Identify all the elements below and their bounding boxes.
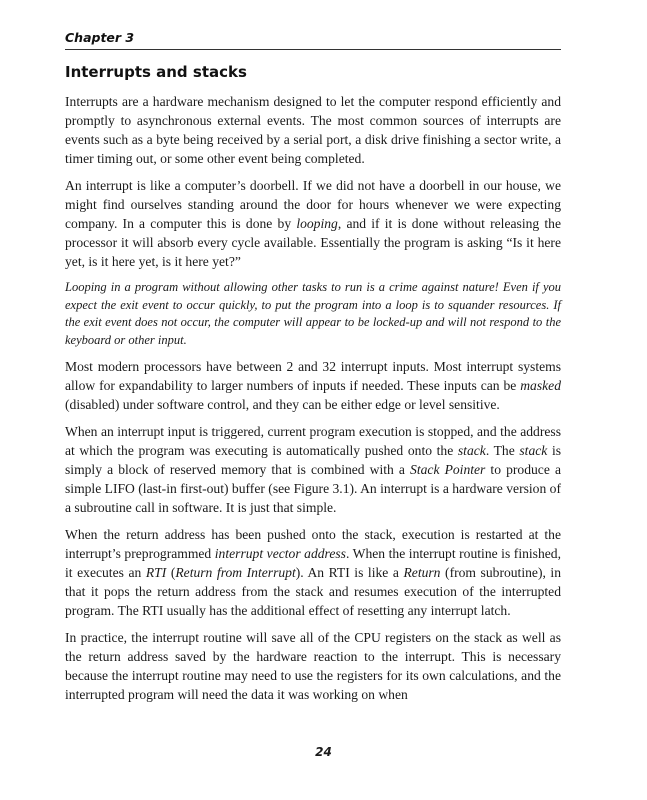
emphasis-text: Return [403, 565, 441, 580]
text-run: When an interrupt input is triggered, current program execution is stopped, and the address at which the program was executing is automatically pushed onto the [65, 424, 561, 458]
emphasis-text: Stack Pointer [410, 462, 486, 477]
text-run: In practice, the interrupt routine will save all of the CPU registers on the stack as well as the return address saved by the hardware reaction to the interrupt. This is necessary because the interrupt routine may need to use the registers for its own calculations, and the interrupted program will need the data it was working on when [65, 630, 561, 702]
paragraph [65, 92, 561, 168]
chapter-header: Chapter 3 [65, 30, 135, 45]
emphasis-text: stack [519, 443, 548, 458]
text-run: , and if it is done without releasing the processor it will absorb every cycle available. Essentially the program is asking “Is it here yet, is it here yet, is it here yet?” [65, 216, 561, 269]
paragraph [65, 422, 561, 517]
emphasis-text: Return from Interrupt [175, 565, 296, 580]
text-run: (disabled) under software control, and they can be either edge or level sensitive. [65, 397, 500, 412]
section-heading: Interrupts and stacks [65, 63, 247, 81]
page-number: 24 [315, 745, 332, 759]
emphasis-text: masked [520, 378, 561, 393]
text-run: is simply a block of reserved memory that is combined with a [65, 443, 562, 477]
paragraph [65, 525, 561, 620]
header-rule [65, 49, 561, 50]
body-text [65, 92, 561, 712]
emphasis-text: stack [457, 443, 486, 458]
text-run: ( [166, 565, 176, 580]
text-run: Looping in a program without allowing other tasks to run is a crime against nature! Even if you expect the exit event to occur quickly, to put the program into a loop is to squander resources. If the exit event does not occur, the computer will appear to be locked-up and will not respond to the keyboard or other input. [65, 280, 561, 347]
text-run: When the return address has been pushed onto the stack, execution is restarted at the interrupt’s preprogrammed [65, 527, 561, 561]
note-paragraph [65, 279, 561, 349]
emphasis-text: RTI [145, 565, 167, 580]
paragraph [65, 628, 561, 704]
text-run: Most modern processors have between 2 and 32 interrupt inputs. Most interrupt systems allow for expandability to larger numbers of inputs if needed. These inputs can be [65, 359, 561, 393]
emphasis-text: interrupt vector address [214, 546, 346, 561]
text-run: An interrupt is like a computer’s doorbell. If we did not have a doorbell in our house, we might find ourselves standing around the door for hours whenever we were expecting company. In a computer this is done by [65, 178, 561, 231]
text-run: . The [485, 443, 520, 458]
paragraph [65, 357, 561, 414]
emphasis-text: looping [296, 216, 338, 231]
text-run: ). An RTI is like a [295, 565, 404, 580]
text-run: . When the interrupt routine is finished, it executes an [65, 546, 561, 580]
paragraph [65, 176, 561, 271]
text-run: (from subroutine), in that it pops the return address from the stack and resumes execution of the interrupted program. The RTI usually has the additional effect of resetting any interrupt latch. [65, 565, 562, 618]
text-run: Interrupts are a hardware mechanism designed to let the computer respond efficiently and promptly to asynchronous external events. The most common sources of interrupts are events such as a byte being received by a serial port, a disk drive finishing a sector write, a timer timing out, or some other event being completed. [65, 94, 561, 166]
text-run: to produce a simple LIFO (last-in first-out) buffer (see Figure 3.1). An interrupt is a hardware version of a subroutine call in software. It is just that simple. [65, 462, 561, 515]
